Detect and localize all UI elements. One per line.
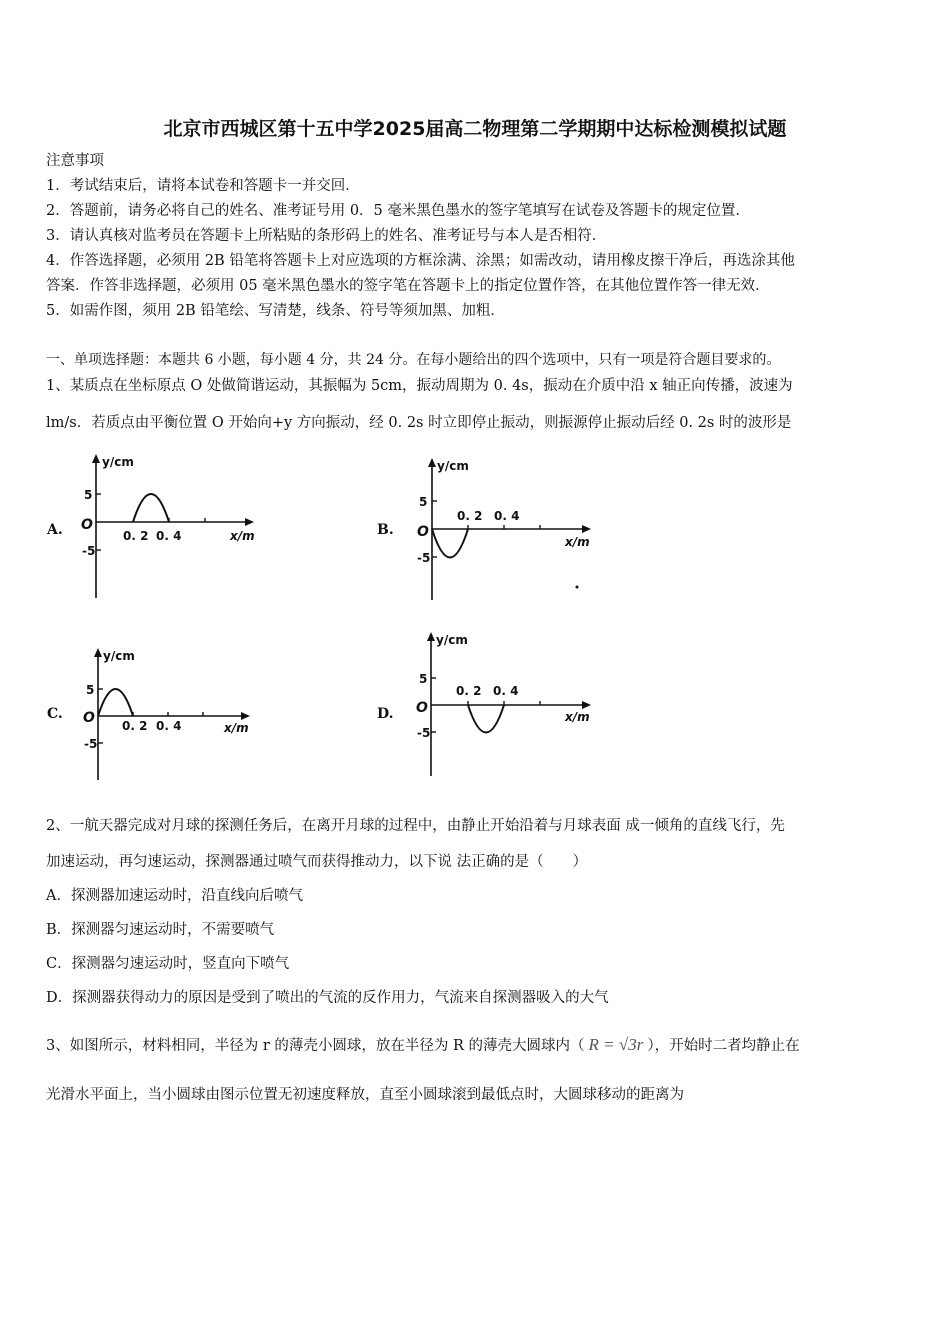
y-axis-label: y/cm xyxy=(103,649,135,663)
notice-item: 4．作答选择题，必须用 2B 铅笔将答题卡上对应选项的方框涂满、涂黑；如需改动，请用橡皮擦干净后，再选涂其他 xyxy=(46,253,795,269)
x-tick-label: 0. 2 xyxy=(456,684,482,698)
question-3-line-2: 光滑水平面上，当小圆球由图示位置无初速度释放，直至小圆球滚到最低点时，大圆球移动的距离为 xyxy=(46,1087,684,1103)
origin-label: O xyxy=(416,700,428,716)
notice-heading: 注意事项 xyxy=(46,153,104,169)
origin-label: O xyxy=(83,710,95,726)
graph-c xyxy=(70,646,270,782)
y-axis-label: y/cm xyxy=(102,455,134,469)
radius-formula: R = √3r xyxy=(588,1035,644,1054)
graph-a xyxy=(70,452,270,600)
y-axis-label: y/cm xyxy=(436,633,468,647)
option-d-label: D. xyxy=(377,706,394,722)
option-a-label: A. xyxy=(47,522,63,538)
question-3-text-after: ），开始时二者均静止在 xyxy=(647,1038,800,1054)
graph-d xyxy=(405,630,605,778)
question-2-line-1: 2、一航天器完成对月球的探测任务后，在离开月球的过程中，由静止开始沿着与月球表面 成一倾角的直线飞行，先 xyxy=(46,818,785,834)
notice-item: 2．答题前，请务必将自己的姓名、准考证号用 0．5 毫米黑色墨水的签字笔填写在试卷及答题卡的规定位置． xyxy=(46,203,750,219)
question-2-option-b: B．探测器匀速运动时，不需要喷气 xyxy=(46,922,275,938)
question-2-option-c: C．探测器匀速运动时，竖直向下喷气 xyxy=(46,956,290,972)
y-tick-label: -5 xyxy=(82,544,96,558)
notice-item: 3．请认真核对监考员在答题卡上所粘贴的条形码上的姓名、准考证号与本人是否相符． xyxy=(46,228,607,244)
y-tick-label: -5 xyxy=(84,737,98,751)
y-tick-label: 5 xyxy=(86,683,95,697)
y-axis-label: y/cm xyxy=(437,459,469,473)
x-axis-label: x/m xyxy=(224,721,249,735)
origin-label: O xyxy=(81,517,93,533)
y-tick-label: 5 xyxy=(84,488,93,502)
section-heading: 一、单项选择题：本题共 6 小题，每小题 4 分，共 24 分。在每小题给出的四个选项中，只有一项是符合题目要求的。 xyxy=(46,352,781,368)
x-tick-label: 0. 4 xyxy=(494,509,520,523)
question-1-line-2: lm/s．若质点由平衡位置 O 开始向+y 方向振动，经 0. 2s 时立即停止振动，则振源停止振动后经 0. 2s 时的波形是 xyxy=(46,415,792,431)
x-tick-label: 0. 4 xyxy=(156,529,182,543)
y-tick-label: 5 xyxy=(419,495,428,509)
y-tick-label: -5 xyxy=(417,726,431,740)
question-1-line-1: 1、某质点在坐标原点 O 处做简谐运动，其振幅为 5cm，振动周期为 0. 4s，振动在介质中沿 x 轴正向传播，波速为 xyxy=(46,378,793,394)
origin-label: O xyxy=(417,524,429,540)
question-3-text-before: 3、如图所示，材料相同，半径为 r 的薄壳小圆球，放在半径为 R 的薄壳大圆球内（ xyxy=(46,1038,585,1054)
question-2-option-a: A．探测器加速运动时，沿直线向后喷气 xyxy=(46,888,303,904)
page-title: 北京市西城区第十五中学2025届高二物理第二学期期中达标检测模拟试题 xyxy=(163,118,787,140)
notice-item: 5．如需作图，须用 2B 铅笔绘、写清楚，线条、符号等须加黑、加粗． xyxy=(46,303,505,319)
question-3-line-1 xyxy=(46,1035,800,1056)
question-2-line-2: 加速运动，再匀速运动，探测器通过喷气而获得推动力，以下说 法正确的是（ ） xyxy=(46,854,588,870)
x-tick-label: 0. 4 xyxy=(493,684,519,698)
question-2-option-d: D．探测器获得动力的原因是受到了喷出的气流的反作用力，气流来自探测器吸入的大气 xyxy=(46,990,609,1006)
x-tick-label: 0. 2 xyxy=(457,509,483,523)
x-tick-label: 0. 2 xyxy=(122,719,148,733)
x-tick-label: 0. 4 xyxy=(156,719,182,733)
graph-b xyxy=(405,456,605,604)
y-tick-label: -5 xyxy=(417,551,431,565)
x-axis-label: x/m xyxy=(565,710,590,724)
x-axis-label: x/m xyxy=(565,535,590,549)
notice-item: 1．考试结束后，请将本试卷和答题卡一并交回． xyxy=(46,178,360,194)
x-tick-label: 0. 2 xyxy=(123,529,149,543)
notice-item: 答案．作答非选择题，必须用 05 毫米黑色墨水的签字笔在答题卡上的指定位置作答，在其他位置作答一律无效． xyxy=(46,278,770,294)
option-c-label: C. xyxy=(47,706,63,722)
option-b-label: B. xyxy=(377,522,394,538)
x-axis-label: x/m xyxy=(230,529,255,543)
y-tick-label: 5 xyxy=(419,672,428,686)
